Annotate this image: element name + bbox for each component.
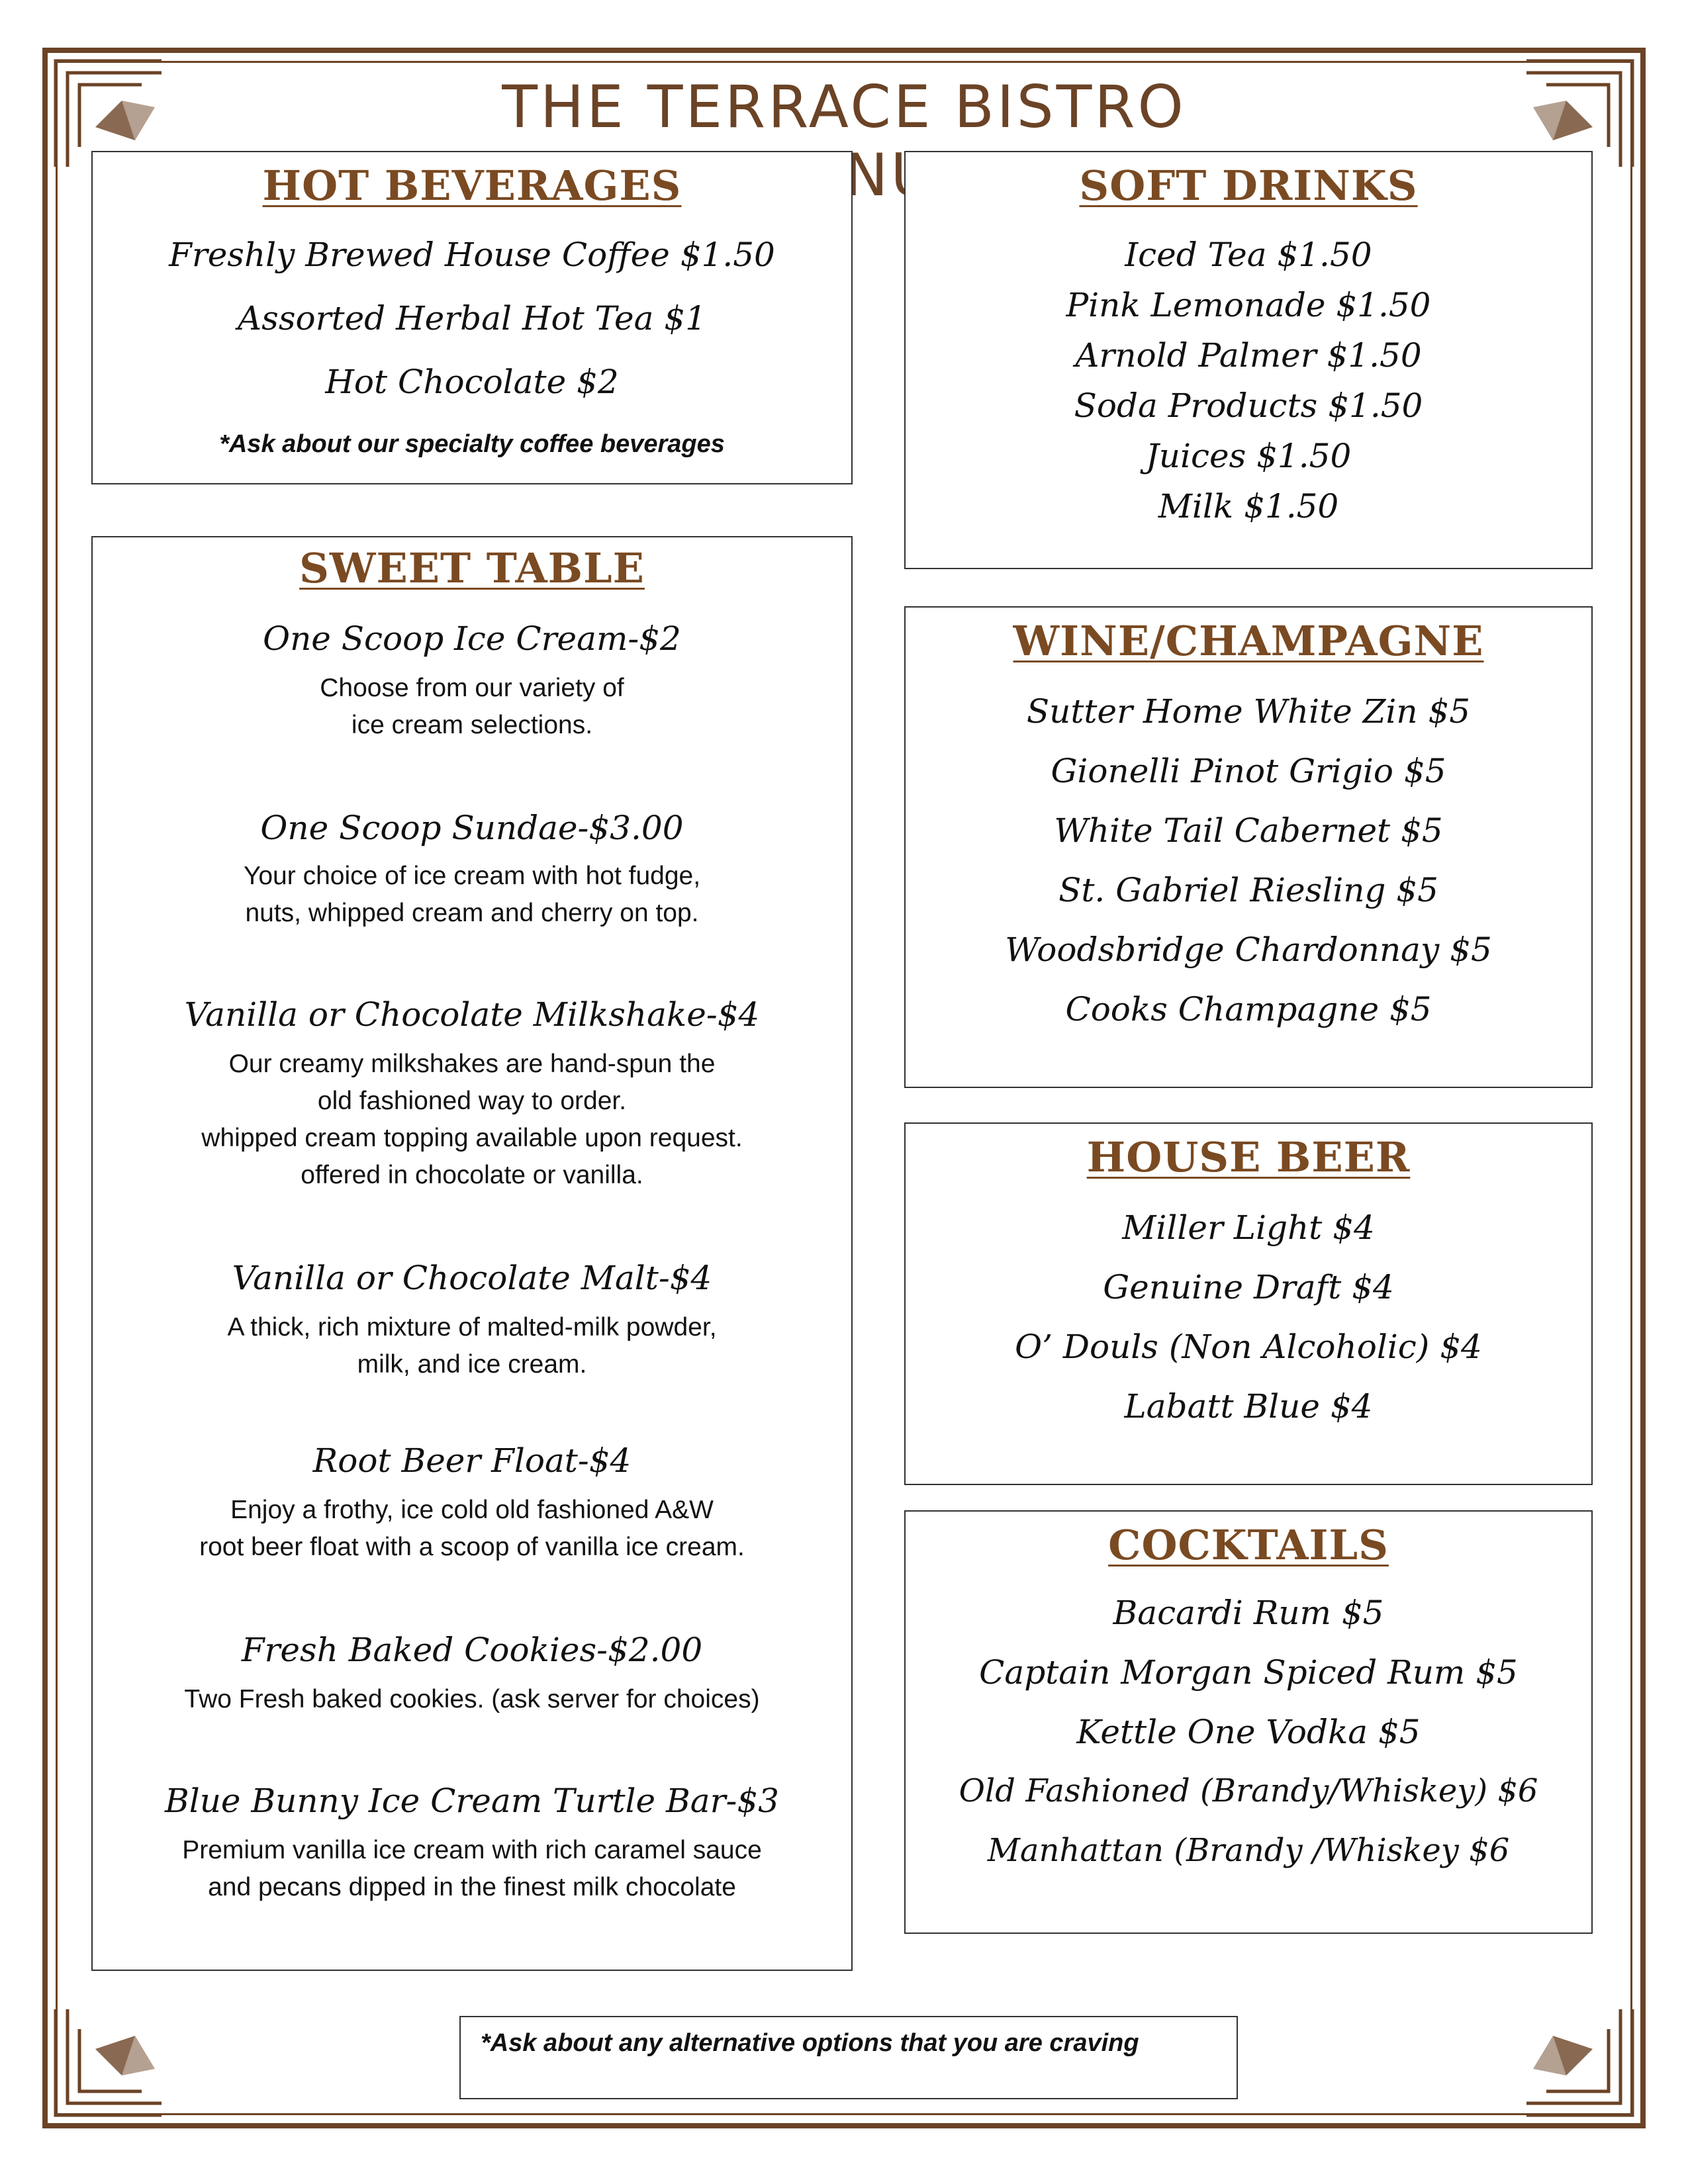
- menu-item: Old Fashioned (Brandy/Whiskey) $6: [959, 1772, 1538, 1809]
- soft-drinks-title: SOFT DRINKS: [1079, 161, 1418, 210]
- sweet-item-desc: Premium vanilla ice cream with rich caramel sauce: [182, 1836, 762, 1864]
- sweet-item-desc: Choose from our variety of: [320, 674, 624, 702]
- menu-item: Captain Morgan Spiced Rum $5: [979, 1653, 1518, 1692]
- menu-item: Hot Chocolate $2: [325, 363, 619, 401]
- menu-item: Woodsbridge Chardonnay $5: [1005, 931, 1492, 969]
- menu-item: Sutter Home White Zin $5: [1026, 692, 1471, 731]
- menu-item: Soda Products $1.50: [1074, 387, 1423, 425]
- sweet-item-name: One Scoop Ice Cream-$2: [263, 619, 681, 658]
- menu-item: Miller Light $4: [1122, 1208, 1375, 1247]
- sweet-item-desc: and pecans dipped in the finest milk chocolate: [208, 1873, 736, 1901]
- menu-item: Arnold Palmer $1.50: [1075, 336, 1422, 375]
- menu-item: St. Gabriel Riesling $5: [1058, 871, 1438, 909]
- sweet-table-title: SWEET TABLE: [299, 544, 645, 592]
- sweet-item-desc: Your choice of ice cream with hot fudge,: [243, 862, 701, 890]
- hot-beverages-title: HOT BEVERAGES: [262, 161, 682, 210]
- sweet-item-desc: milk, and ice cream.: [357, 1350, 587, 1379]
- sweet-item-desc: ice cream selections.: [351, 711, 593, 739]
- sweet-item-name: Vanilla or Chocolate Milkshake-$4: [184, 995, 760, 1034]
- sweet-item-desc: nuts, whipped cream and cherry on top.: [245, 899, 699, 927]
- sweet-item-desc: Enjoy a frothy, ice cold old fashioned A&W: [230, 1496, 714, 1524]
- menu-item: Milk $1.50: [1158, 487, 1339, 525]
- wine-champagne-title: WINE/CHAMPAGNE: [1013, 617, 1484, 665]
- sweet-item-desc: Two Fresh baked cookies. (ask server for choices): [184, 1685, 760, 1713]
- sweet-item-desc: Our creamy milkshakes are hand-spun the: [228, 1050, 716, 1078]
- specialty-coffee-note: *Ask about our specialty coffee beverages: [219, 430, 725, 458]
- sweet-item-name: Root Beer Float-$4: [312, 1441, 632, 1480]
- menu-item: Manhattan (Brandy /Whiskey $6: [987, 1832, 1510, 1869]
- sweet-item-desc: A thick, rich mixture of malted-milk powder,: [227, 1313, 717, 1342]
- menu-item: Pink Lemonade $1.50: [1066, 286, 1431, 324]
- sweet-item-desc: whipped cream topping available upon request.: [201, 1124, 743, 1152]
- sweet-item-desc: offered in chocolate or vanilla.: [301, 1161, 643, 1189]
- footer-note: *Ask about any alternative options that you are craving: [481, 2029, 1139, 2057]
- sweet-item-name: Vanilla or Chocolate Malt-$4: [232, 1259, 712, 1297]
- house-beer-section: [904, 1122, 1593, 1485]
- corner-ornament-bottom-left: [42, 1996, 175, 2128]
- menu-item: Juices $1.50: [1145, 437, 1352, 475]
- sweet-item-desc: root beer float with a scoop of vanilla ice cream.: [199, 1533, 745, 1561]
- menu-item: Cooks Champagne $5: [1065, 990, 1432, 1028]
- menu-item: Assorted Herbal Hot Tea $1: [238, 299, 706, 338]
- menu-item: Iced Tea $1.50: [1125, 236, 1372, 274]
- menu-item: White Tail Cabernet $5: [1054, 811, 1443, 850]
- menu-item: Gionelli Pinot Grigio $5: [1051, 752, 1446, 790]
- corner-ornament-bottom-right: [1513, 1996, 1646, 2128]
- sweet-item-name: Blue Bunny Ice Cream Turtle Bar-$3: [164, 1782, 779, 1820]
- menu-item: Freshly Brewed House Coffee $1.50: [169, 236, 775, 274]
- sweet-table-section: [91, 536, 853, 1971]
- cocktails-section: [904, 1510, 1593, 1934]
- menu-item: Genuine Draft $4: [1103, 1268, 1394, 1306]
- menu-item: Kettle One Vodka $5: [1076, 1713, 1421, 1751]
- soft-drinks-section: [904, 151, 1593, 569]
- hot-beverages-section: [91, 151, 853, 484]
- menu-item: Bacardi Rum $5: [1113, 1594, 1384, 1632]
- wine-champagne-section: [904, 606, 1593, 1088]
- cocktails-title: COCKTAILS: [1108, 1521, 1389, 1569]
- menu-item: O’ Douls (Non Alcoholic) $4: [1015, 1328, 1482, 1366]
- sweet-item-name: Fresh Baked Cookies-$2.00: [241, 1631, 703, 1669]
- sweet-item-desc: old fashioned way to order.: [317, 1087, 627, 1115]
- page-title: THE TERRACE BISTRO: [502, 73, 1186, 141]
- sweet-item-name: One Scoop Sundae-$3.00: [260, 809, 684, 847]
- house-beer-title: HOUSE BEER: [1086, 1133, 1411, 1181]
- footer-note-box: [459, 2016, 1238, 2099]
- menu-item: Labatt Blue $4: [1124, 1387, 1373, 1426]
